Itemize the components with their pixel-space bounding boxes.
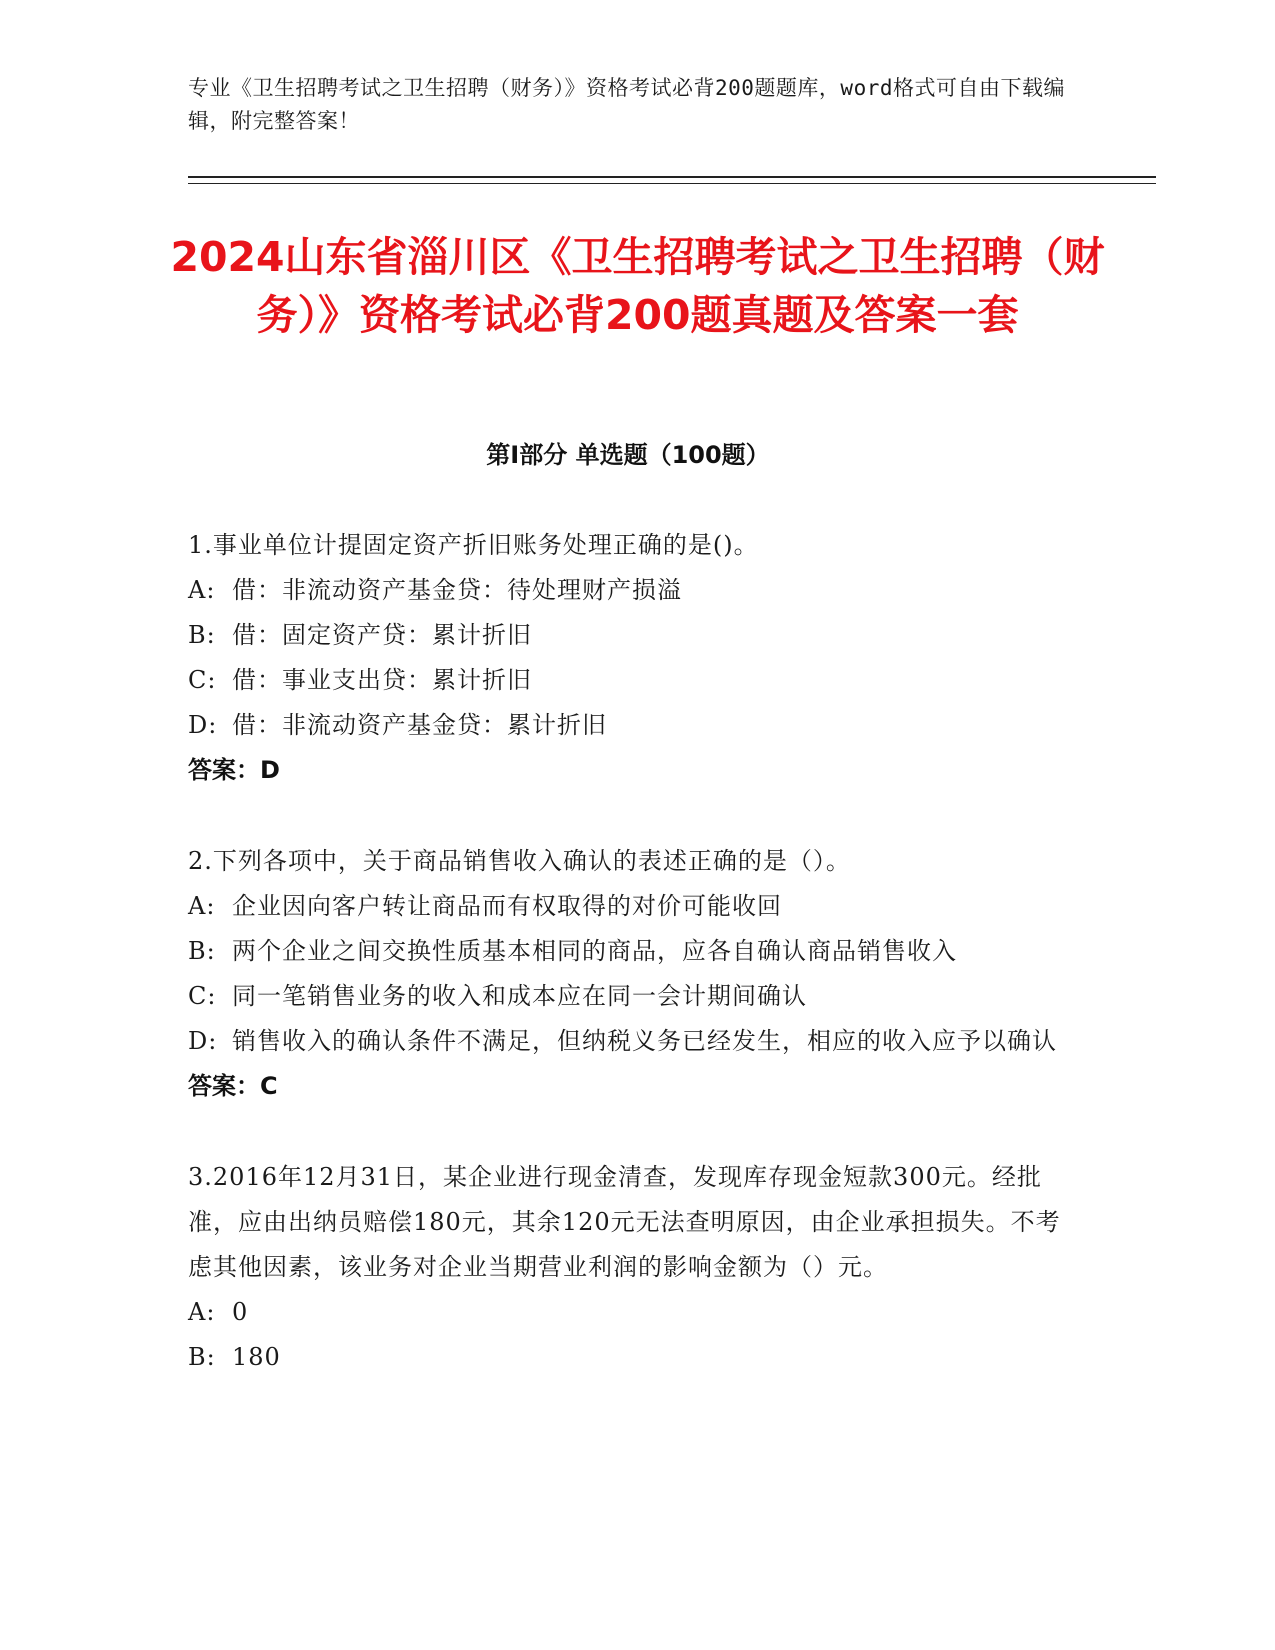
option-key: B:	[188, 937, 216, 965]
question-text: 2.下列各项中，关于商品销售收入确认的表述正确的是（）。	[188, 847, 851, 875]
option-text: 企业因向客户转让商品而有权取得的对价可能收回	[232, 892, 782, 920]
option-key: C:	[188, 666, 217, 694]
option-key: B:	[188, 621, 216, 649]
option-d	[188, 1019, 1068, 1064]
option-text: 借：非流动资产基金贷：累计折旧	[232, 711, 607, 739]
question-1	[188, 523, 1068, 793]
question-text: 3.2016年12月31日，某企业进行现金清查，发现库存现金短款300元。经批准，应由出纳员赔偿180元，其余120元无法查明原因，由企业承担损失。不考虑其他因素，该业务对企业当期营业利润的影响金额为（）元。	[188, 1163, 1061, 1281]
document-title: 2024山东省淄川区《卫生招聘考试之卫生招聘（财务）》资格考试必背200题真题及答案一套	[170, 233, 1105, 339]
header-note: 专业《卫生招聘考试之卫生招聘（财务）》资格考试必背200题题库，word格式可自由下载编辑，附完整答案！	[188, 76, 1065, 133]
option-key: C:	[188, 982, 217, 1010]
answer-line: 答案：C	[188, 1072, 278, 1100]
option-key: D:	[188, 711, 218, 739]
option-key: B:	[188, 1343, 216, 1371]
option-a	[188, 568, 1068, 613]
option-text: 借：固定资产贷：累计折旧	[232, 621, 532, 649]
question-3	[188, 1155, 1068, 1380]
option-text: 借：事业支出贷：累计折旧	[232, 666, 532, 694]
question-text: 1.事业单位计提固定资产折旧账务处理正确的是()。	[188, 531, 759, 559]
option-b	[188, 613, 1068, 658]
option-c	[188, 974, 1068, 1019]
option-key: A:	[188, 1298, 216, 1326]
section-title: 第I部分 单选题（100题）	[486, 441, 770, 469]
option-c	[188, 658, 1068, 703]
option-key: A:	[188, 576, 216, 604]
option-a	[188, 1290, 1068, 1335]
header-rule-thick	[188, 176, 1156, 178]
option-d	[188, 703, 1068, 748]
option-key: A:	[188, 892, 216, 920]
option-b	[188, 1335, 1068, 1380]
option-b	[188, 929, 1068, 974]
option-text: 销售收入的确认条件不满足，但纳税义务已经发生，相应的收入应予以确认	[232, 1027, 1057, 1055]
answer-line: 答案：D	[188, 756, 280, 784]
question-2	[188, 839, 1068, 1109]
option-text: 两个企业之间交换性质基本相同的商品，应各自确认商品销售收入	[232, 937, 957, 965]
option-text: 180	[232, 1343, 281, 1371]
question-list	[188, 523, 1068, 1426]
option-key: D:	[188, 1027, 218, 1055]
option-text: 0	[232, 1298, 249, 1326]
option-text: 同一笔销售业务的收入和成本应在同一会计期间确认	[232, 982, 807, 1010]
header-rule-thin	[188, 183, 1156, 184]
option-a	[188, 884, 1068, 929]
option-text: 借：非流动资产基金贷：待处理财产损溢	[232, 576, 682, 604]
